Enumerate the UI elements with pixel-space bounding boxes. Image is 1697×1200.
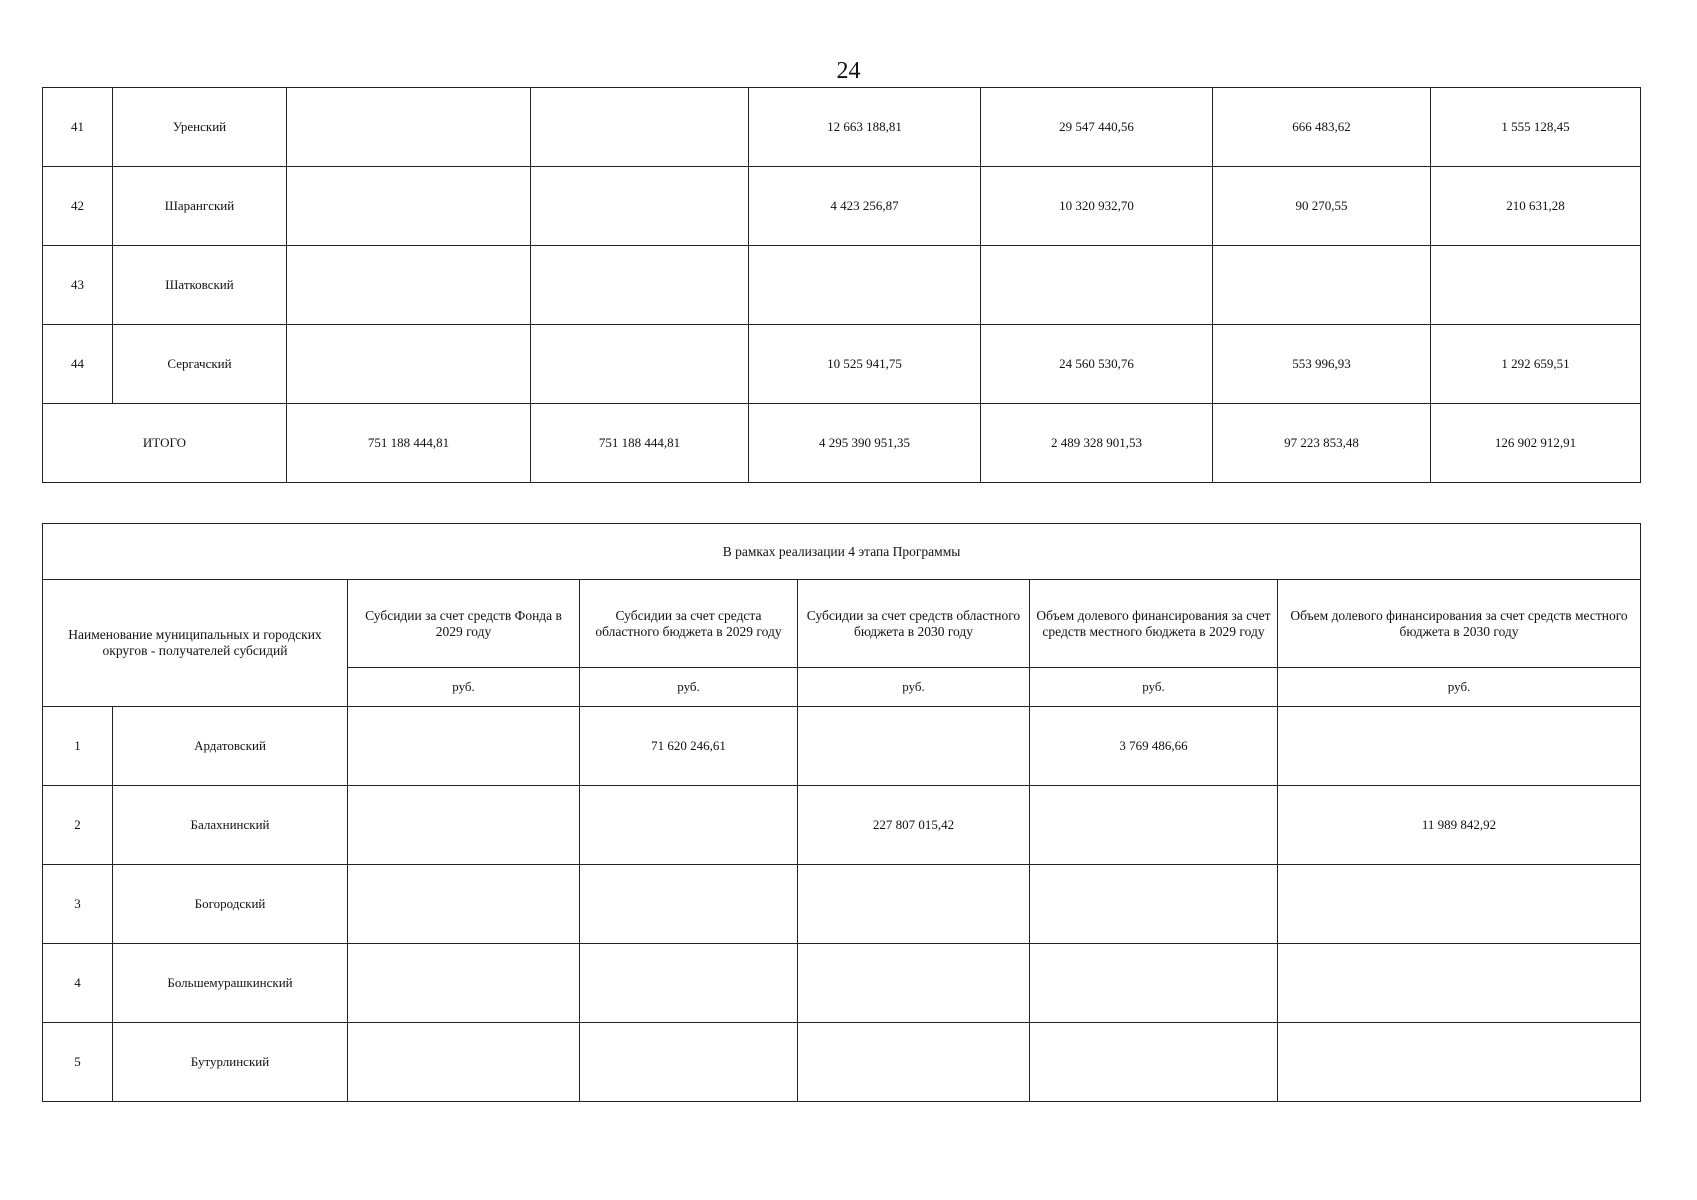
amount-cell: 1 292 659,51 xyxy=(1431,325,1641,404)
amount-cell xyxy=(798,707,1030,786)
amount-cell: 10 320 932,70 xyxy=(981,167,1213,246)
amount-cell xyxy=(798,865,1030,944)
municipality-name: Сергачский xyxy=(113,325,287,404)
municipality-name-header: Наименование муниципальных и городских округов - получателей субсидий xyxy=(43,580,348,707)
total-amount: 126 902 912,91 xyxy=(1431,404,1641,483)
amount-cell xyxy=(287,167,531,246)
amount-cell: 227 807 015,42 xyxy=(798,786,1030,865)
row-number: 3 xyxy=(43,865,113,944)
amount-cell xyxy=(531,167,749,246)
row-number: 44 xyxy=(43,325,113,404)
amount-cell: 553 996,93 xyxy=(1213,325,1431,404)
page-number: 24 xyxy=(836,58,861,84)
row-number: 43 xyxy=(43,246,113,325)
total-row xyxy=(43,404,1641,483)
table-row xyxy=(43,167,1641,246)
amount-cell xyxy=(348,865,580,944)
amount-cell: 1 555 128,45 xyxy=(1431,88,1641,167)
amount-cell: 24 560 530,76 xyxy=(981,325,1213,404)
municipality-name: Шатковский xyxy=(113,246,287,325)
amount-cell xyxy=(348,786,580,865)
amount-cell xyxy=(1278,707,1641,786)
amount-cell xyxy=(580,944,798,1023)
row-number: 42 xyxy=(43,167,113,246)
unit-label: руб. xyxy=(580,668,798,707)
amount-cell xyxy=(749,246,981,325)
row-number: 5 xyxy=(43,1023,113,1102)
municipality-name: Шарангский xyxy=(113,167,287,246)
table-row xyxy=(43,1023,1641,1102)
total-label: ИТОГО xyxy=(43,404,287,483)
unit-label: руб. xyxy=(1278,668,1641,707)
amount-cell xyxy=(981,246,1213,325)
table-row xyxy=(43,246,1641,325)
table-row xyxy=(43,865,1641,944)
amount-cell: 10 525 941,75 xyxy=(749,325,981,404)
amount-cell xyxy=(798,944,1030,1023)
municipality-name: Большемурашкинский xyxy=(113,944,348,1023)
amount-cell: 12 663 188,81 xyxy=(749,88,981,167)
amount-cell xyxy=(1431,246,1641,325)
amount-cell xyxy=(531,88,749,167)
amount-cell xyxy=(1030,786,1278,865)
amount-cell: 210 631,28 xyxy=(1431,167,1641,246)
regional-2029-header: Субсидии за счет средста областного бюджета в 2029 году xyxy=(580,580,798,668)
amount-cell xyxy=(531,246,749,325)
amount-cell xyxy=(580,865,798,944)
total-amount: 2 489 328 901,53 xyxy=(981,404,1213,483)
amount-cell: 29 547 440,56 xyxy=(981,88,1213,167)
local-2029-header: Объем долевого финансирования за счет средств местного бюджета в 2029 году xyxy=(1030,580,1278,668)
amount-cell: 90 270,55 xyxy=(1213,167,1431,246)
municipality-name: Богородский xyxy=(113,865,348,944)
total-amount: 751 188 444,81 xyxy=(531,404,749,483)
row-number: 4 xyxy=(43,944,113,1023)
unit-label: руб. xyxy=(348,668,580,707)
amount-cell xyxy=(1030,865,1278,944)
row-number: 41 xyxy=(43,88,113,167)
row-number: 1 xyxy=(43,707,113,786)
regional-2030-header: Субсидии за счет средств областного бюджета в 2030 году xyxy=(798,580,1030,668)
fund-2029-header: Субсидии за счет средств Фонда в 2029 году xyxy=(348,580,580,668)
municipality-name: Ардатовский xyxy=(113,707,348,786)
municipality-name: Уренский xyxy=(113,88,287,167)
local-2030-header: Объем долевого финансирования за счет средств местного бюджета в 2030 году xyxy=(1278,580,1641,668)
amount-cell xyxy=(348,707,580,786)
stage-title: В рамках реализации 4 этапа Программы xyxy=(43,524,1641,580)
amount-cell xyxy=(287,325,531,404)
table-row xyxy=(43,325,1641,404)
budget-table-continued xyxy=(42,87,1641,483)
amount-cell xyxy=(287,88,531,167)
municipality-name: Бутурлинский xyxy=(113,1023,348,1102)
amount-cell: 71 620 246,61 xyxy=(580,707,798,786)
amount-cell xyxy=(580,786,798,865)
amount-cell: 3 769 486,66 xyxy=(1030,707,1278,786)
amount-cell: 11 989 842,92 xyxy=(1278,786,1641,865)
row-number: 2 xyxy=(43,786,113,865)
amount-cell xyxy=(798,1023,1030,1102)
unit-label: руб. xyxy=(798,668,1030,707)
amount-cell xyxy=(1030,944,1278,1023)
total-amount: 97 223 853,48 xyxy=(1213,404,1431,483)
table-row xyxy=(43,88,1641,167)
municipality-name: Балахнинский xyxy=(113,786,348,865)
amount-cell xyxy=(287,246,531,325)
table-row xyxy=(43,944,1641,1023)
amount-cell xyxy=(348,944,580,1023)
amount-cell xyxy=(1278,865,1641,944)
amount-cell: 4 423 256,87 xyxy=(749,167,981,246)
amount-cell xyxy=(1213,246,1431,325)
total-amount: 751 188 444,81 xyxy=(287,404,531,483)
unit-label: руб. xyxy=(1030,668,1278,707)
amount-cell: 666 483,62 xyxy=(1213,88,1431,167)
table-row xyxy=(43,786,1641,865)
stage-4-table xyxy=(42,523,1641,1102)
amount-cell xyxy=(348,1023,580,1102)
amount-cell xyxy=(531,325,749,404)
amount-cell xyxy=(580,1023,798,1102)
table-row xyxy=(43,707,1641,786)
amount-cell xyxy=(1278,944,1641,1023)
amount-cell xyxy=(1030,1023,1278,1102)
amount-cell xyxy=(1278,1023,1641,1102)
total-amount: 4 295 390 951,35 xyxy=(749,404,981,483)
